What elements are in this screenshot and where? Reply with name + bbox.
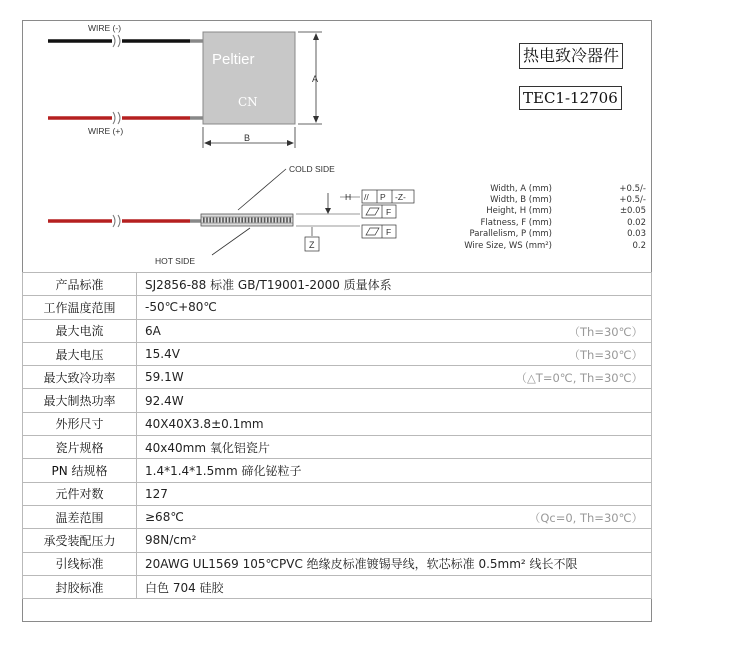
row-value: -50℃+80℃ (137, 296, 652, 319)
row-label: 最大致冷功率 (23, 366, 137, 389)
dim-b-label: B (244, 133, 251, 143)
cold-side-label: COLD SIDE (289, 164, 335, 174)
gdt-flat-bottom: F (386, 227, 392, 237)
row-label: 温差范围 (23, 505, 137, 528)
spec-value: 0.03 (627, 229, 646, 239)
pellet-mark (280, 218, 282, 223)
pellet-mark (251, 218, 253, 223)
gdt-parallel: // (364, 192, 369, 202)
wire-break-neg (113, 35, 120, 47)
wire-neg-label: WIRE (-) (88, 23, 122, 33)
table-row (23, 505, 652, 528)
pellet-mark (257, 218, 259, 223)
pellet-mark (219, 218, 221, 223)
row-value: 20AWG UL1569 105℃PVC 绝缘皮标准镀锡导线，软芯标准 0.5mm² 线长不限 (137, 552, 652, 575)
row-label: 封胶标准 (23, 575, 137, 598)
product-title-cn: 热电致冷器件 (519, 43, 623, 69)
row-value: 6A （Th=30℃） (137, 319, 652, 342)
gdt-flat-top: F (386, 207, 392, 217)
spec-label: Parallelism, P (mm) (469, 229, 552, 239)
table-row (23, 273, 652, 296)
row-value: 白色 704 硅胶 (137, 575, 652, 598)
pellet-mark (264, 218, 266, 223)
module-brand: Peltier (212, 51, 255, 68)
parameter-table (22, 272, 652, 599)
row-label: PN 结规格 (23, 459, 137, 482)
pellet-mark (283, 218, 285, 223)
pellet-mark (267, 218, 269, 223)
spec-label: Width, A (mm) (490, 184, 552, 194)
table-row (23, 552, 652, 575)
pellet-mark (241, 218, 243, 223)
row-value: 92.4W (137, 389, 652, 412)
pellet-mark (203, 218, 205, 223)
spec-value: ±0.05 (619, 206, 646, 216)
gdt-datum: -Z- (395, 192, 406, 202)
gdt-p: P (380, 192, 386, 202)
row-value: 40x40mm 氧化铝瓷片 (137, 436, 652, 459)
table-row (23, 319, 652, 342)
pellet-mark (235, 218, 237, 223)
peltier-module (203, 32, 295, 124)
pellet-mark (286, 218, 288, 223)
pellet-mark (229, 218, 231, 223)
row-value: ≥68℃ （Qc=0, Th=30℃） (137, 505, 652, 528)
pellet-mark (216, 218, 218, 223)
row-label: 元件对数 (23, 482, 137, 505)
pellet-mark (213, 218, 215, 223)
table-row (23, 412, 652, 435)
pellet-mark (273, 218, 275, 223)
pellet-mark (222, 218, 224, 223)
pellet-mark (261, 218, 263, 223)
row-value: 15.4V （Th=30℃） (137, 342, 652, 365)
dim-h-label: H (345, 192, 352, 202)
row-label: 引线标准 (23, 552, 137, 575)
module-mark: CN (238, 95, 258, 109)
wire-break-pos (113, 112, 120, 124)
row-value: 1.4*1.4*1.5mm 碲化铋粒子 (137, 459, 652, 482)
pellet-mark (248, 218, 250, 223)
row-value: 127 (137, 482, 652, 505)
pellet-mark (289, 218, 291, 223)
spec-value: +0.5/- (619, 184, 646, 194)
pellet-mark (245, 218, 247, 223)
row-value: 40X40X3.8±0.1mm (137, 412, 652, 435)
pellet-mark (238, 218, 240, 223)
table-row (23, 366, 652, 389)
table-row (23, 482, 652, 505)
table-row (23, 459, 652, 482)
table-row (23, 575, 652, 598)
row-label: 产品标准 (23, 273, 137, 296)
product-model: TEC1-12706 (519, 86, 622, 110)
row-label: 最大电流 (23, 319, 137, 342)
pellet-mark (254, 218, 256, 223)
pellet-mark (277, 218, 279, 223)
spec-value: 0.02 (627, 218, 646, 228)
pellet-mark (209, 218, 211, 223)
side-view-module (201, 214, 293, 226)
datum-z: Z (309, 240, 315, 250)
table-row (23, 296, 652, 319)
table-row (23, 529, 652, 552)
spec-value: 0.2 (632, 241, 646, 251)
spec-label: Flatness, F (mm) (480, 218, 552, 228)
row-value: 59.1W （△T=0℃, Th=30℃） (137, 366, 652, 389)
table-row (23, 389, 652, 412)
pellet-mark (232, 218, 234, 223)
row-label: 外形尺寸 (23, 412, 137, 435)
row-label: 承受装配压力 (23, 529, 137, 552)
row-label: 最大电压 (23, 342, 137, 365)
table-row (23, 342, 652, 365)
row-label: 最大制热功率 (23, 389, 137, 412)
row-value: 98N/cm² (137, 529, 652, 552)
row-label: 瓷片规格 (23, 436, 137, 459)
wire-pos-label: WIRE (+) (88, 126, 124, 136)
row-label: 工作温度范围 (23, 296, 137, 319)
hot-side-label: HOT SIDE (155, 256, 195, 266)
spec-label: Height, H (mm) (486, 206, 552, 216)
pellet-mark (206, 218, 208, 223)
row-value: SJ2856-88 标准 GB/T19001-2000 质量体系 (137, 273, 652, 296)
table-row (23, 436, 652, 459)
pellet-mark (270, 218, 272, 223)
spec-value: +0.5/- (619, 195, 646, 205)
pellet-mark (225, 218, 227, 223)
spec-label: Width, B (mm) (490, 195, 552, 205)
spec-label: Wire Size, WS (mm²) (464, 241, 552, 251)
dim-a-label: A (312, 74, 319, 84)
